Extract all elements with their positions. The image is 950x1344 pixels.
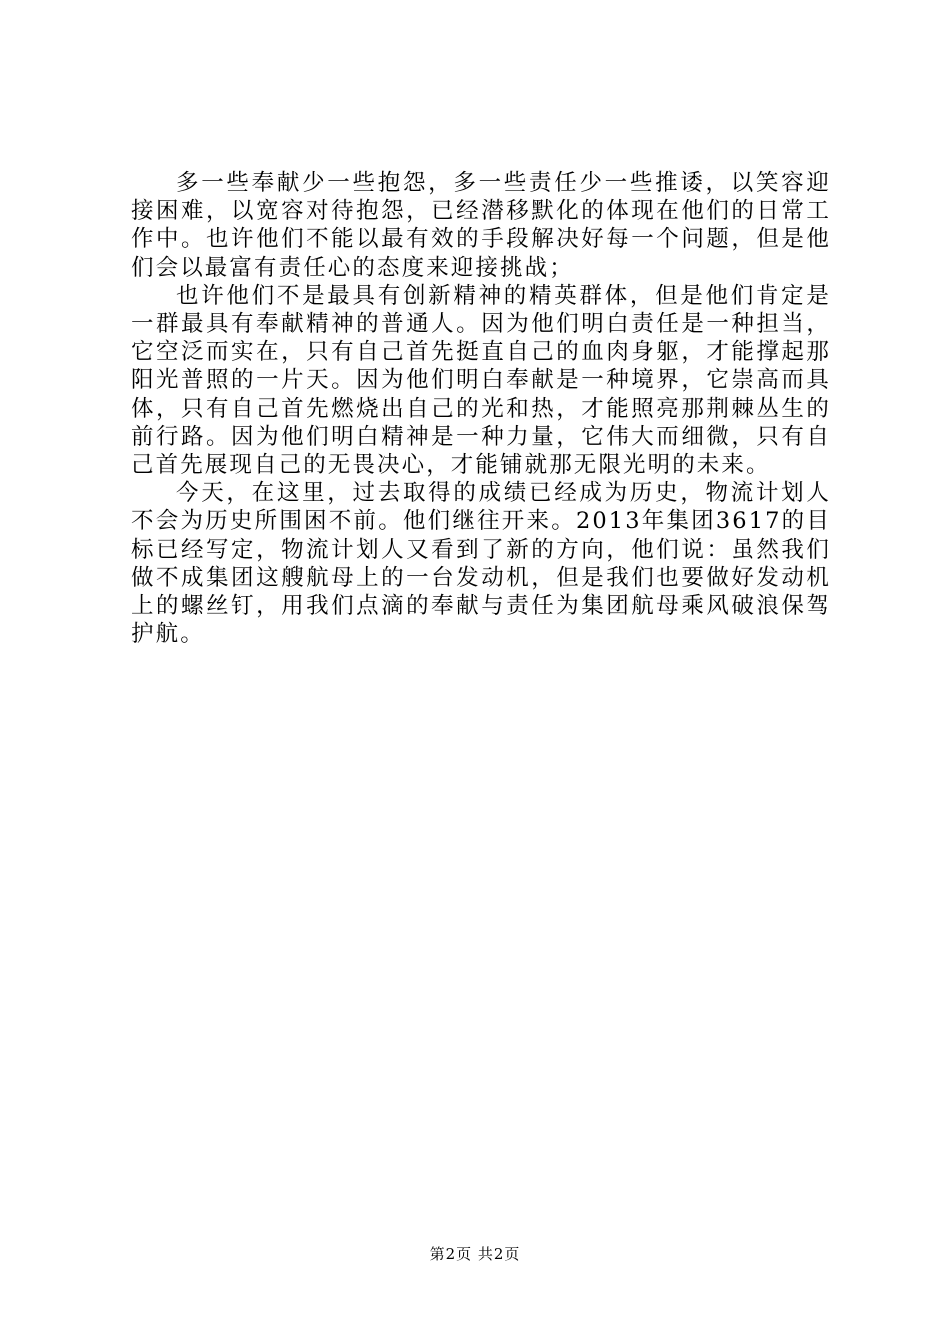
paragraph-3: 今天，在这里，过去取得的成绩已经成为历史，物流计划人不会为历史所围困不前。他们继往开来。2013年集团3617的目标已经写定，物流计划人又看到了新的方向，他们说：虽然我们做不成集团这艘航母上的一台发动机，但是我们也要做好发动机上的螺丝钉，用我们点滴的奉献与责任为集团航母乘风破浪保驾护航。 [131, 480, 831, 648]
paragraph-2: 也许他们不是最具有创新精神的精英群体，但是他们肯定是一群最具有奉献精神的普通人。因为他们明白责任是一种担当，它空泛而实在，只有自己首先挺直自己的血肉身躯，才能撑起那阳光普照的一片天。因为他们明白奉献是一种境界，它崇高而具体，只有自己首先燃烧出自己的光和热，才能照亮那荆棘丛生的前行路。因为他们明白精神是一种力量，它伟大而细微，只有自己首先展现自己的无畏决心，才能铺就那无限光明的未来。 [131, 282, 831, 479]
paragraph-1: 多一些奉献少一些抱怨，多一些责任少一些推诿，以笑容迎接困难，以宽容对待抱怨，已经潜移默化的体现在他们的日常工作中。也许他们不能以最有效的手段解决好每一个问题，但是他们会以最富有责任心的态度来迎接挑战； [131, 170, 831, 281]
page-number-footer: 第2页 共2页 [429, 1245, 521, 1263]
document-body [131, 169, 831, 648]
